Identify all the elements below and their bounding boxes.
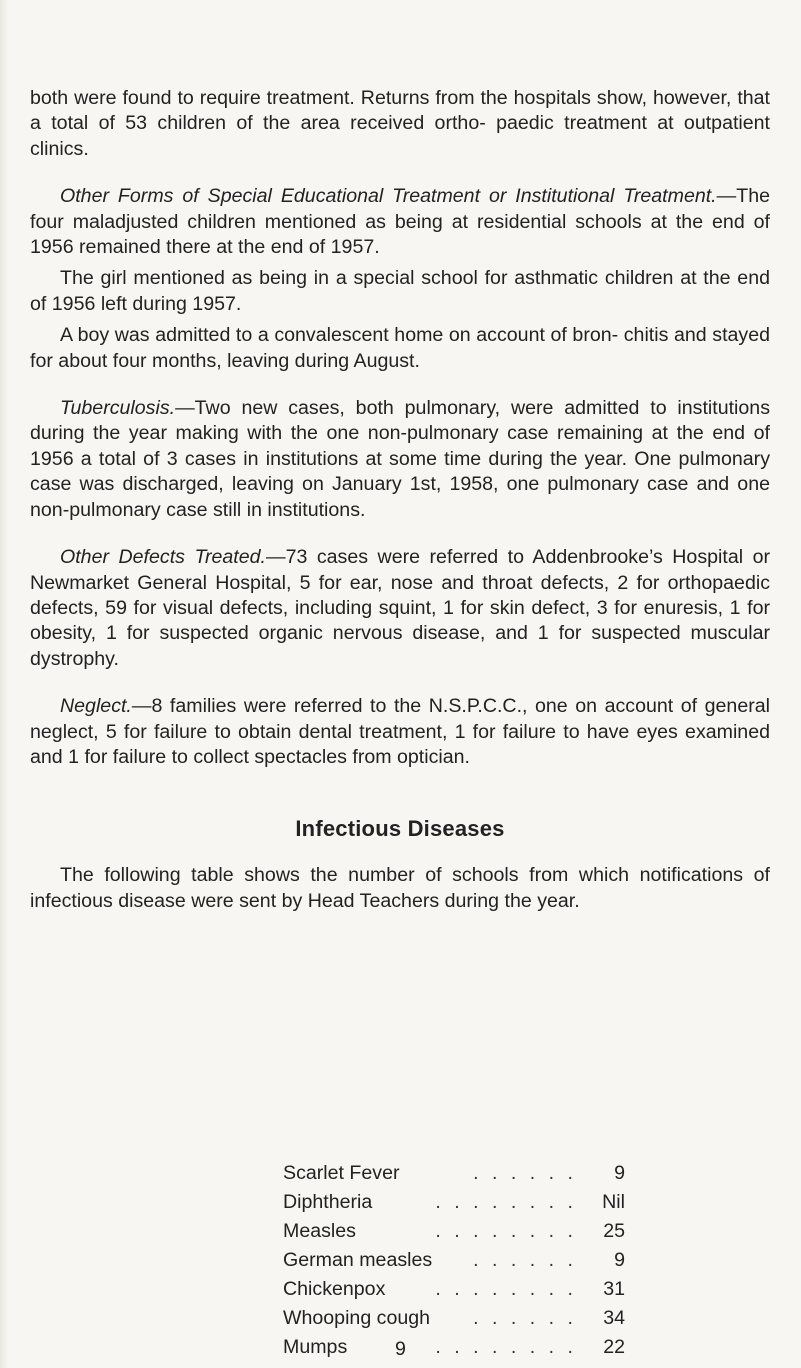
text-tuberculosis: —Two new cases, both pulmonary, were admitted to institutions during the year making with the one non-pulmonary case remaining at the end of 1956 a total of 3 cases in institutions at some time during the year. One pulmonary case was discharged, leaving on January 1st, 1958, one pulmonary case and one non-pulmonary case still in institutions. (30, 397, 770, 521)
section-title: Infectious Diseases (295, 816, 505, 842)
disease-name: Scarlet Fever (283, 1162, 400, 1184)
paragraph-orthopaedic: both were found to require treatment. Returns from the hospitals show, however, that a total of 53 children of the area received ortho- paedic treatment at outpatient clinics. (30, 87, 770, 160)
leader-dots: . . . . . . (473, 1162, 577, 1184)
leader-dots: . . . . . . (473, 1307, 577, 1329)
paragraph-other-defects (30, 545, 770, 672)
heading-other-forms: Other Forms of Special Educational Treatment or Institutional Treatment. (60, 185, 717, 208)
school-count: 9 (614, 1162, 625, 1184)
school-count: 22 (603, 1336, 625, 1358)
leader-dots: . . . . . . . . (435, 1278, 577, 1300)
heading-tuberculosis: Tuberculosis. (60, 397, 176, 420)
table-row (283, 1188, 625, 1217)
paragraph-neglect (30, 694, 770, 770)
section-intro: The following table shows the number of schools from which notifications of infectious disease were sent by Head Teachers during the year. (30, 864, 770, 912)
infectious-disease-table (283, 1159, 625, 1362)
leader-dots: . . . . . . . . (435, 1220, 577, 1242)
leader-dots: . . . . . . . . (435, 1336, 577, 1358)
page-number: 9 (395, 1338, 406, 1360)
school-count: Nil (602, 1191, 625, 1213)
table-row (283, 1246, 625, 1275)
table-row (283, 1275, 625, 1304)
paragraph-convalescent-boy: A boy was admitted to a convalescent home on account of bron- chitis and stayed for about four months, leaving during August. (30, 324, 770, 372)
disease-name: Mumps (283, 1336, 348, 1358)
table-row (283, 1217, 625, 1246)
heading-neglect: Neglect. (60, 695, 132, 718)
disease-name: Diphtheria (283, 1191, 373, 1213)
school-count: 31 (603, 1278, 625, 1300)
disease-name: Chickenpox (283, 1278, 386, 1300)
table-row (283, 1304, 625, 1333)
paragraph-other-forms (30, 184, 770, 260)
school-count: 25 (603, 1220, 625, 1242)
disease-name: Whooping cough (283, 1307, 431, 1329)
school-count: 9 (614, 1249, 625, 1271)
page-edge-shadow (0, 0, 8, 1368)
leader-dots: . . . . . . . . (435, 1191, 577, 1213)
disease-name: German measles (283, 1249, 433, 1271)
text-neglect: —8 families were referred to the N.S.P.C.C., one on account of general neglect, 5 for failure to obtain dental treatment, 1 for failure to have eyes examined and 1 for failure to collect spectacles from optician. (30, 695, 770, 768)
text-other-defects: —73 cases were referred to Addenbrooke’s Hospital or Newmarket General Hospital, 5 for ear, nose and throat defects, 2 for orthopaedic defects, 59 for visual defects, including squint, 1 for skin defect, 3 for enuresis, 1 for obesity, 1 for suspected organic nervous disease, and 1 for suspected muscular dystrophy. (30, 546, 770, 670)
heading-other-defects: Other Defects Treated. (60, 546, 266, 569)
paragraph-asthmatic-girl: The girl mentioned as being in a special school for asthmatic children at the end of 1956 left during 1957. (30, 267, 770, 315)
text-other-forms: —The four maladjusted children mentioned as being at residential schools at the end of 1956 remained there at the end of 1957. (30, 185, 770, 259)
disease-name: Measles (283, 1220, 356, 1242)
school-count: 34 (603, 1307, 625, 1329)
paragraph-tuberculosis (30, 396, 770, 523)
document-page (30, 86, 770, 914)
table-row (283, 1159, 625, 1188)
leader-dots: . . . . . . (473, 1249, 577, 1271)
